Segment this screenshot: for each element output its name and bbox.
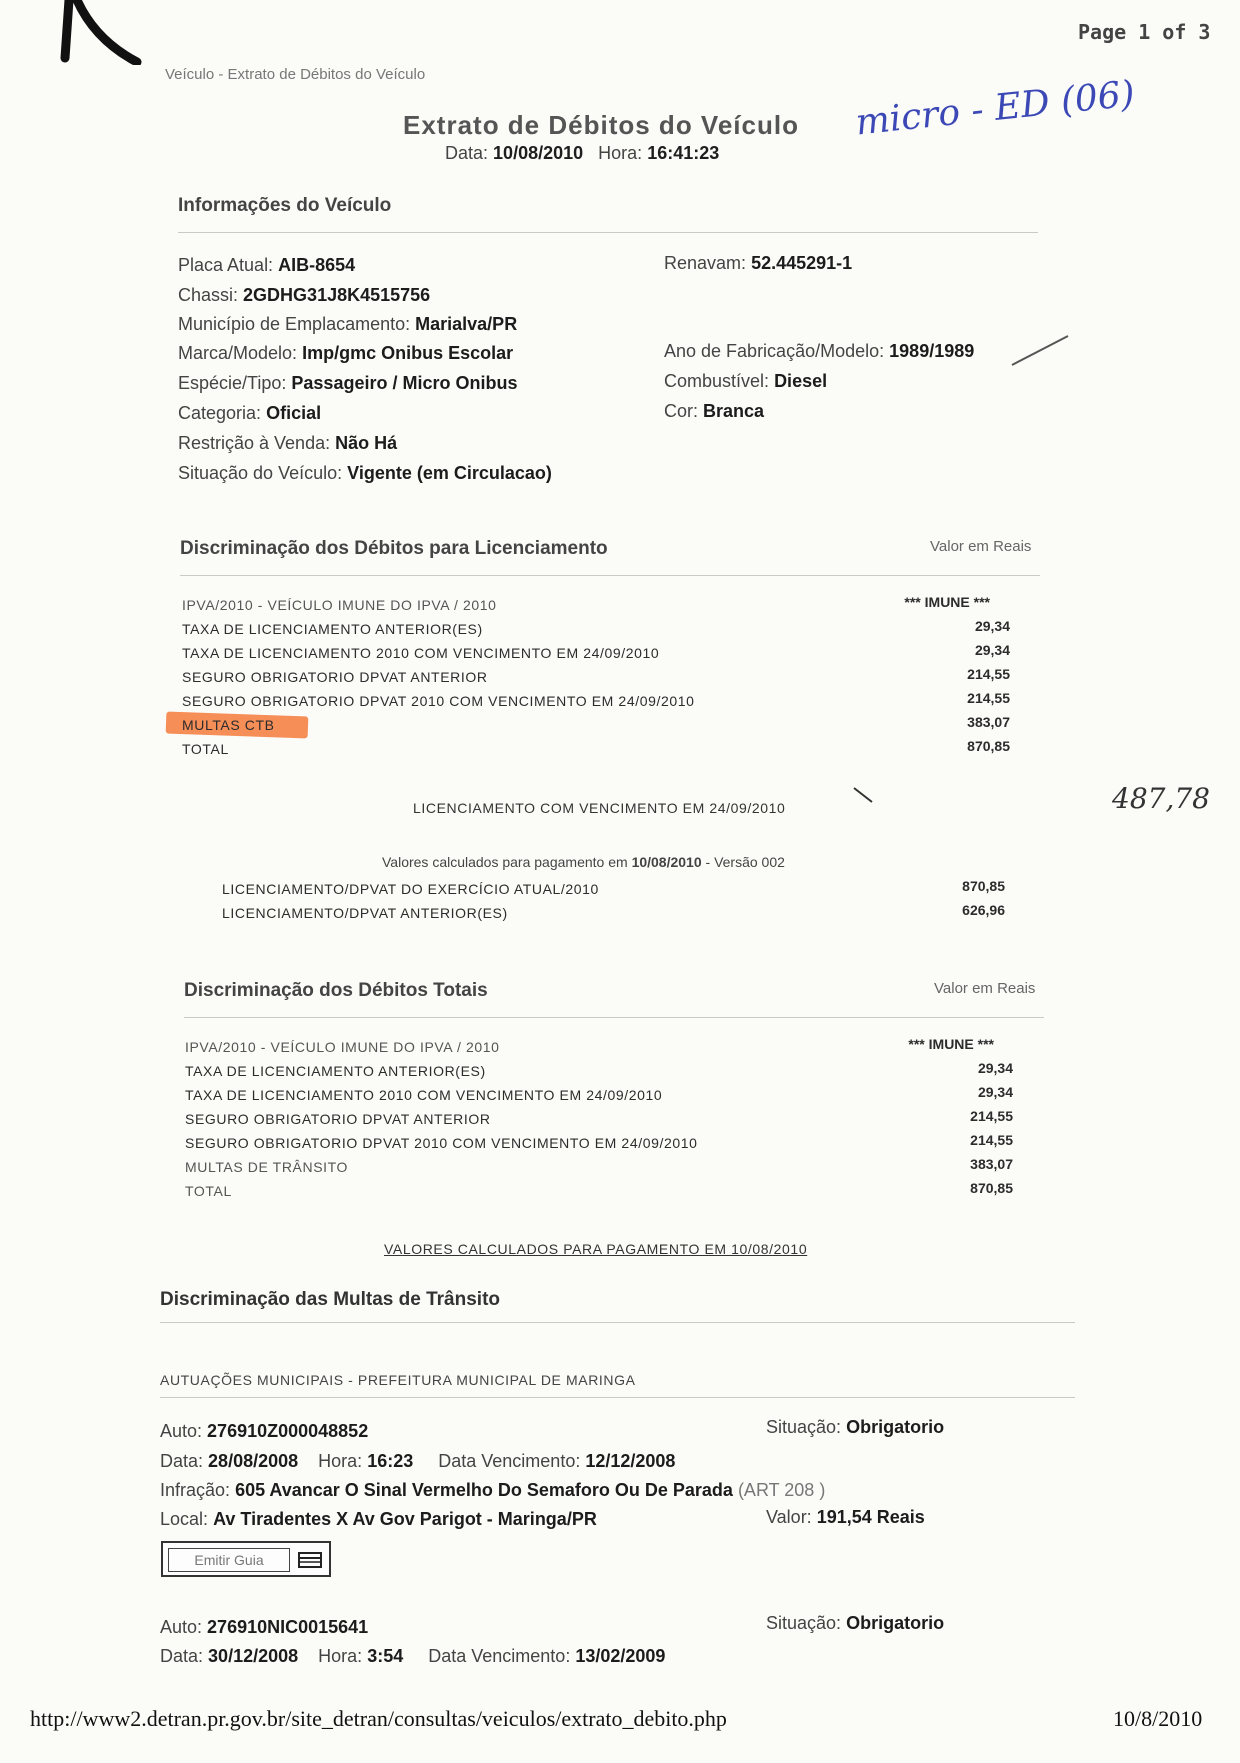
categoria-field: Categoria: Oficial: [178, 403, 322, 423]
table-value: 214,55: [970, 1108, 1013, 1124]
combustivel-field: Combustível: Diesel: [664, 371, 828, 391]
restricao-field: Restrição à Venda: Não Há: [178, 433, 398, 453]
table-value: 214,55: [967, 690, 1010, 706]
handwritten-total: 487,78: [1112, 782, 1210, 815]
table-row: MULTAS DE TRÂNSITO: [185, 1159, 349, 1175]
table-row: SEGURO OBRIGATORIO DPVAT ANTERIOR: [185, 1111, 491, 1127]
chassi-field: Chassi: 2GDHG31J8K4515756: [178, 285, 431, 305]
footer-url: http://www2.detran.pr.gov.br/site_detran/consultas/veiculos/extrato_debito.php: [30, 1706, 727, 1731]
handwritten-note: micro - ED (06): [853, 73, 1137, 144]
page-title: Extrato de Débitos do Veículo: [403, 110, 799, 140]
emitir-guia-button[interactable]: [161, 1541, 331, 1577]
local-field: Local: Av Tiradentes X Av Gov Parigot - Maringa/PR: [160, 1509, 597, 1529]
table-row: TOTAL: [182, 741, 229, 757]
table-value: 870,85: [967, 738, 1010, 754]
table-value: 29,34: [977, 1084, 1013, 1100]
table-row: IPVA/2010 - VEÍCULO IMUNE DO IPVA / 2010: [182, 597, 497, 613]
table-value: 29,34: [974, 618, 1010, 634]
licenciamento-title: Discriminação dos Débitos para Licenciamento: [180, 538, 608, 559]
especie-field: Espécie/Tipo: Passageiro / Micro Onibus: [178, 373, 518, 393]
summary-row: LICENCIAMENTO/DPVAT DO EXERCÍCIO ATUAL/2010: [222, 881, 599, 897]
page-marker: Page 1 of 3: [1078, 20, 1211, 44]
time-value: 16:41:23: [647, 143, 720, 163]
table-row: TAXA DE LICENCIAMENTO ANTERIOR(ES): [182, 621, 483, 637]
breadcrumb: Veículo - Extrato de Débitos do Veículo: [165, 66, 426, 83]
table-row: SEGURO OBRIGATORIO DPVAT ANTERIOR: [182, 669, 488, 685]
authority: AUTUAÇÕES MUNICIPAIS - PREFEITURA MUNICIPAL DE MARINGA: [160, 1372, 636, 1388]
divider: [184, 1017, 1044, 1018]
situacao-field: Situação: Obrigatorio: [766, 1417, 945, 1437]
vehicle-section-title: Informações do Veículo: [178, 195, 392, 216]
table-value: 214,55: [970, 1132, 1013, 1148]
table-value: 383,07: [970, 1156, 1013, 1172]
table-value: 383,07: [967, 714, 1010, 730]
divider: [160, 1397, 1075, 1398]
summary-row: LICENCIAMENTO/DPVAT ANTERIOR(ES): [222, 905, 508, 921]
table-row: TAXA DE LICENCIAMENTO 2010 COM VENCIMENTO EM 24/09/2010: [182, 645, 660, 661]
emitir-guia-label: Emitir Guia: [168, 1548, 290, 1572]
multas-title: Discriminação das Multas de Trânsito: [160, 1289, 500, 1310]
data-field: Data: 30/12/2008 Hora: 3:54 Data Vencimento: 13/02/2009: [160, 1646, 666, 1666]
table-row: SEGURO OBRIGATORIO DPVAT 2010 COM VENCIMENTO EM 24/09/2010: [182, 693, 695, 709]
situacao-field: Situação do Veículo: Vigente (em Circulacao): [178, 463, 552, 483]
table-value: 29,34: [974, 642, 1010, 658]
cor-field: Cor: Branca: [664, 401, 765, 421]
divider: [180, 575, 1040, 576]
ano-field: Ano de Fabricação/Modelo: 1989/1989: [664, 341, 975, 361]
situacao-field: Situação: Obrigatorio: [766, 1613, 945, 1633]
table-row: SEGURO OBRIGATORIO DPVAT 2010 COM VENCIMENTO EM 24/09/2010: [185, 1135, 698, 1151]
table-value: 870,85: [970, 1180, 1013, 1196]
summary-value: 626,96: [962, 902, 1005, 918]
currency-note: Valor em Reais: [934, 980, 1036, 997]
totais-title: Discriminação dos Débitos Totais: [184, 980, 488, 1001]
pen-tick: [852, 786, 876, 806]
due-note: LICENCIAMENTO COM VENCIMENTO EM 24/09/2010: [413, 800, 786, 816]
marca-field: Marca/Modelo: Imp/gmc Onibus Escolar: [178, 343, 514, 363]
auto-field: Auto: 276910Z000048852: [160, 1421, 369, 1441]
table-row: TAXA DE LICENCIAMENTO 2010 COM VENCIMENTO EM 24/09/2010: [185, 1087, 663, 1103]
date-label: Data:: [445, 143, 489, 163]
divider: [160, 1322, 1075, 1323]
summary-value: 870,85: [962, 878, 1005, 894]
renavam-field: Renavam: 52.445291-1: [664, 253, 853, 273]
table-row: IPVA/2010 - VEÍCULO IMUNE DO IPVA / 2010: [185, 1039, 500, 1055]
payment-note: VALORES CALCULADOS PARA PAGAMENTO EM 10/08/2010: [384, 1241, 808, 1257]
footer-date: 10/8/2010: [1113, 1706, 1203, 1731]
municipio-field: Município de Emplacamento: Marialva/PR: [178, 314, 518, 334]
report-datetime: [445, 143, 719, 164]
date-value: 10/08/2010: [493, 143, 584, 163]
divider: [178, 232, 1038, 233]
currency-note: Valor em Reais: [930, 538, 1032, 555]
table-row: TOTAL: [185, 1183, 232, 1199]
placa-field: Placa Atual: AIB-8654: [178, 255, 356, 275]
table-row: MULTAS CTB: [182, 717, 275, 733]
scan-mark: [55, 0, 145, 65]
table-value: *** IMUNE ***: [904, 594, 990, 610]
table-row: TAXA DE LICENCIAMENTO ANTERIOR(ES): [185, 1063, 486, 1079]
pen-stroke: [1010, 333, 1070, 368]
table-value: *** IMUNE ***: [908, 1036, 994, 1052]
time-label: Hora:: [598, 143, 643, 163]
valor-field: Valor: 191,54 Reais: [766, 1507, 925, 1527]
calc-note: Valores calculados para pagamento em 10/08/2010 - Versão 002: [382, 854, 785, 870]
card-icon: [297, 1550, 323, 1570]
auto-field: Auto: 276910NIC0015641: [160, 1617, 369, 1637]
data-field: Data: 28/08/2008 Hora: 16:23 Data Vencimento: 12/12/2008: [160, 1451, 676, 1471]
table-value: 214,55: [967, 666, 1010, 682]
infracao-field: Infração: 605 Avancar O Sinal Vermelho Do Semaforo Ou De Parada (ART 208 ): [160, 1480, 826, 1500]
table-value: 29,34: [977, 1060, 1013, 1076]
